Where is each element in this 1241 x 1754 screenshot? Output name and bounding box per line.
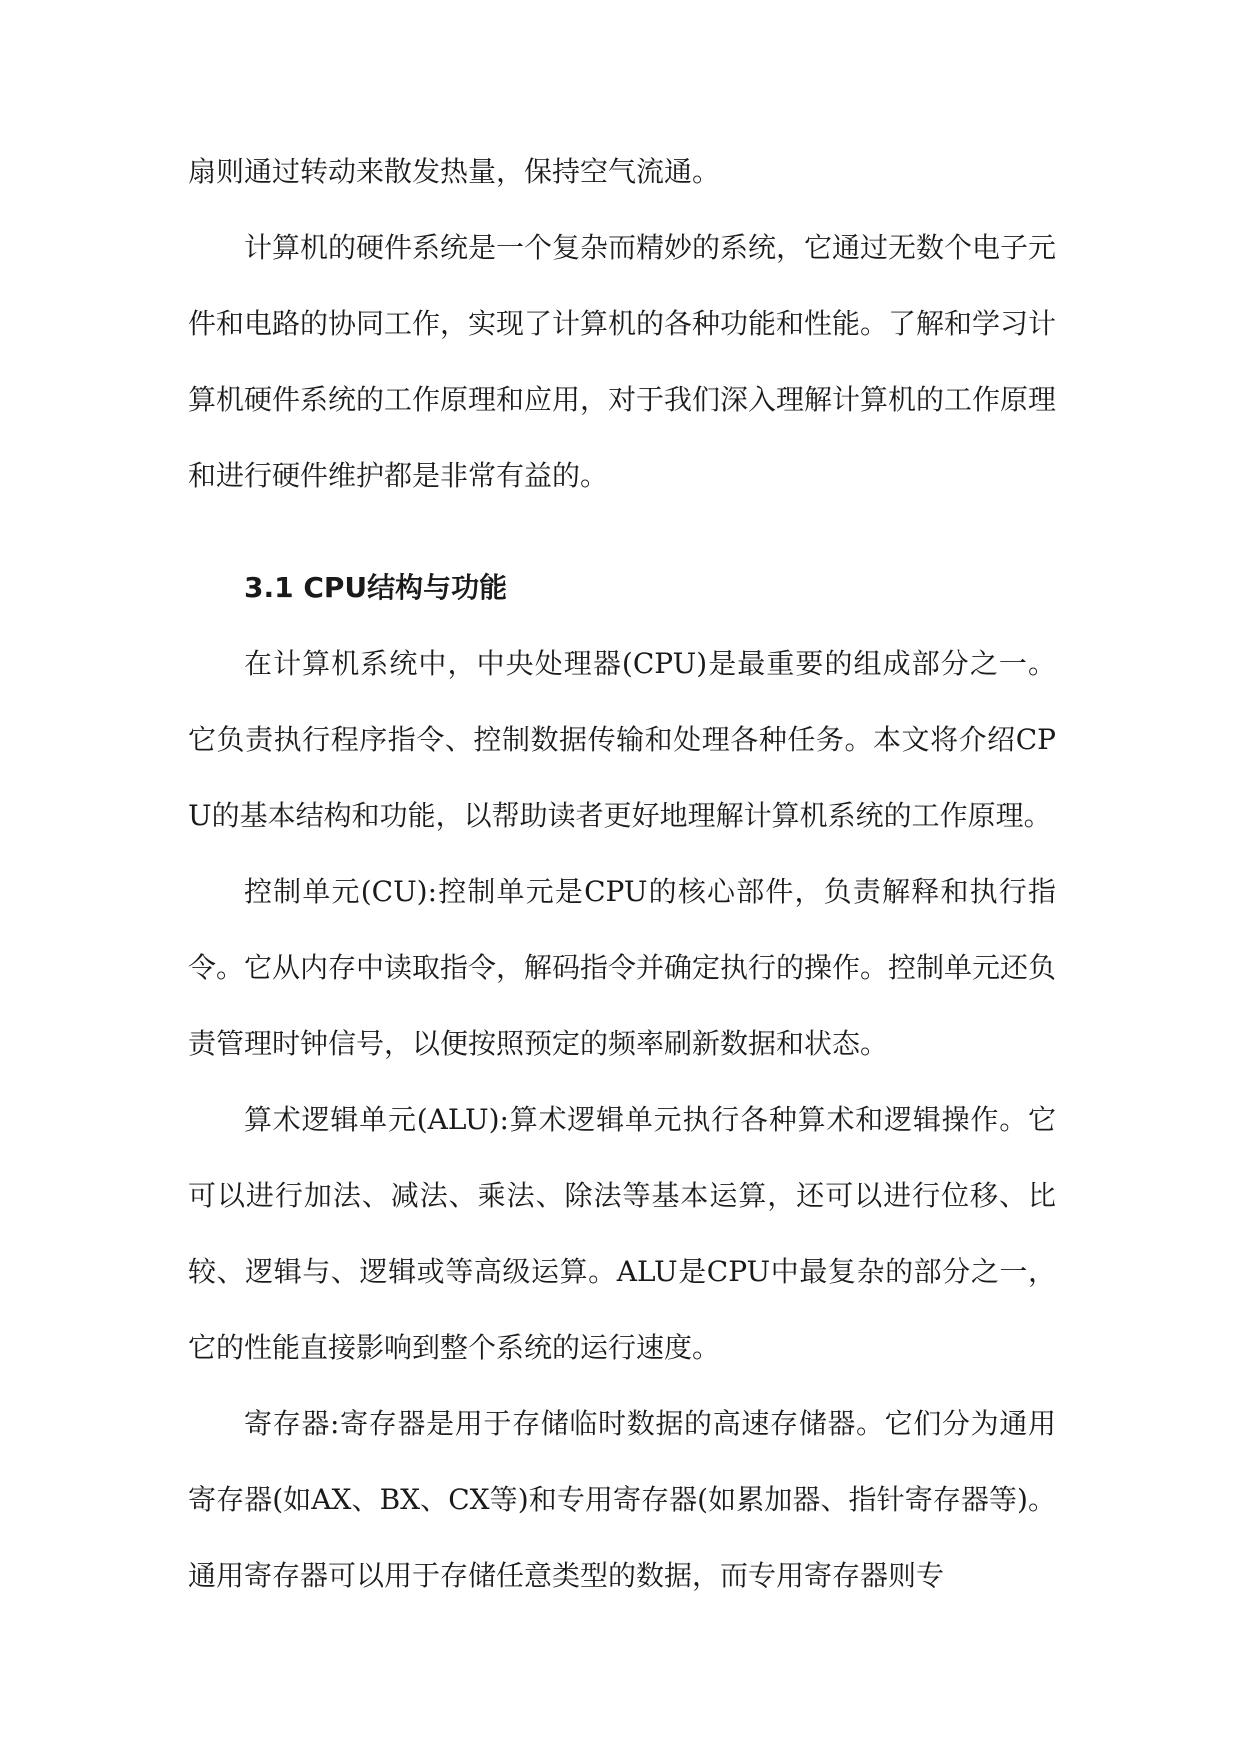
registers-paragraph: 寄存器:寄存器是用于存储临时数据的高速存储器。它们分为通用寄存器(如AX、BX、CX等)和专用寄存器(如累加器、指针寄存器等)。通用寄存器可以用于存储任意类型的数据，而专用寄存器则专	[188, 1407, 1056, 1592]
continued-paragraph: 扇则通过转动来散发热量，保持空气流通。	[188, 155, 721, 188]
section-heading: 3.1 CPU结构与功能	[244, 571, 508, 604]
hardware-summary-paragraph: 计算机的硬件系统是一个复杂而精妙的系统，它通过无数个电子元件和电路的协同工作，实现了计算机的各种功能和性能。了解和学习计算机硬件系统的工作原理和应用，对于我们深入理解计算机的工作原理和进行硬件维护都是非常有益的。	[188, 231, 1057, 492]
control-unit-paragraph: 控制单元(CU):控制单元是CPU的核心部件，负责解释和执行指令。它从内存中读取指令，解码指令并确定执行的操作。控制单元还负责管理时钟信号，以便按照预定的频率刷新数据和状态。	[188, 875, 1057, 1060]
cpu-intro-paragraph: 在计算机系统中，中央处理器(CPU)是最重要的组成部分之一。它负责执行程序指令、控制数据传输和处理各种任务。本文将介绍CPU的基本结构和功能，以帮助读者更好地理解计算机系统的工作原理。	[188, 647, 1056, 832]
alu-paragraph: 算术逻辑单元(ALU):算术逻辑单元执行各种算术和逻辑操作。它可以进行加法、减法、乘法、除法等基本运算，还可以进行位移、比较、逻辑与、逻辑或等高级运算。ALU是CPU中最复杂的部分之一，它的性能直接影响到整个系统的运行速度。	[188, 1103, 1056, 1364]
